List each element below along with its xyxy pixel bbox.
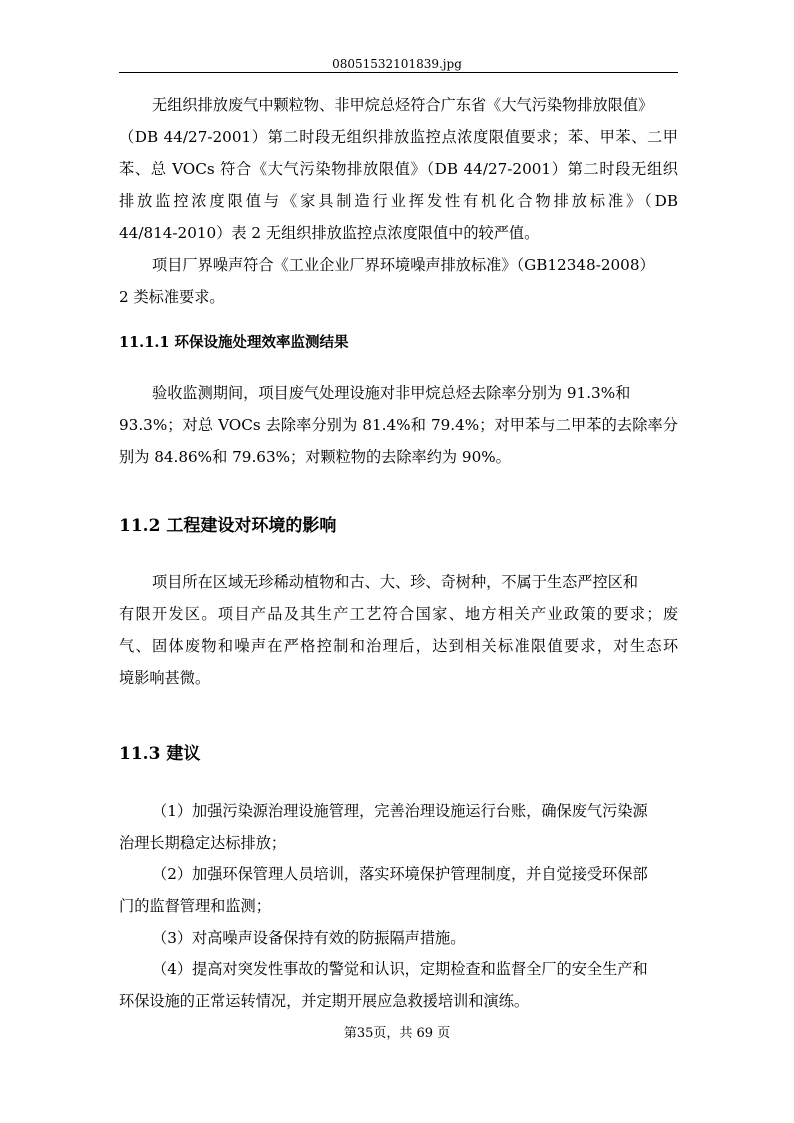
paragraph-line: 气、固体废物和噪声在严格控制和治理后，达到相关标准限值要求，对生态环 [119, 637, 678, 655]
paragraph-line: 项目所在区域无珍稀动植物和古、大、珍、奇树种，不属于生态严控区和 [152, 573, 638, 591]
recommendation-line: 门的监督管理和监测； [119, 897, 271, 915]
page-number: 第35页，共 69 页 [343, 1026, 451, 1041]
recommendation-line: （3）对高噪声设备保持有效的防振隔声措施。 [152, 929, 466, 947]
section-heading-11-1-1: 11.1.1 环保设施处理效率监测结果 [119, 334, 349, 351]
paragraph-line: 苯、总 VOCs 符合《大气污染物排放限值》（DB 44/27-2001）第二时段无组织 [119, 160, 678, 178]
recommendation-line: （1）加强污染源治理设施管理，完善治理设施运行台账，确保废气污染源 [152, 802, 648, 820]
section-heading-11-3: 11.3 建议 [119, 744, 201, 764]
paragraph-line: 排放监控浓度限值与《家具制造行业挥发性有机化合物排放标准》（DB [119, 192, 678, 210]
header-rule [119, 72, 678, 73]
paragraph-line: 有限开发区。项目产品及其生产工艺符合国家、地方相关产业政策的要求；废 [119, 605, 678, 623]
recommendation-line: 环保设施的正常运转情况，并定期开展应急救援培训和演练。 [119, 992, 530, 1010]
recommendation-line: （4）提高对突发性事故的警觉和认识，定期检查和监督全厂的安全生产和 [152, 960, 648, 978]
paragraph-line: 境影响甚微。 [119, 669, 211, 687]
paragraph-line: 验收监测期间，项目废气处理设施对非甲烷总烃去除率分别为 91.3%和 [152, 384, 631, 402]
recommendation-line: （2）加强环保管理人员培训，落实环境保护管理制度，并自觉接受环保部 [152, 865, 648, 883]
paragraph-line: 44/814-2010）表 2 无组织排放监控点浓度限值中的较严值。 [119, 224, 540, 242]
section-heading-11-2: 11.2 工程建设对环境的影响 [119, 516, 337, 536]
recommendation-line: 治理长期稳定达标排放； [119, 834, 287, 852]
paragraph-line: （DB 44/27-2001）第二时段无组织排放监控点浓度限值要求；苯、甲苯、二甲 [119, 128, 678, 146]
paragraph-line: 项目厂界噪声符合《工业企业厂界环境噪声排放标准》（GB12348-2008） [152, 256, 655, 274]
paragraph-line: 无组织排放废气中颗粒物、非甲烷总烃符合广东省《大气污染物排放限值》 [152, 96, 654, 114]
header-filename: 08051532101839.jpg [332, 57, 462, 71]
paragraph-line: 93.3%；对总 VOCs 去除率分别为 81.4%和 79.4%；对甲苯与二甲苯的去除率分 [119, 416, 678, 434]
paragraph-line: 2 类标准要求。 [119, 288, 225, 306]
paragraph-line: 别为 84.86%和 79.63%；对颗粒物的去除率约为 90%。 [119, 448, 511, 466]
